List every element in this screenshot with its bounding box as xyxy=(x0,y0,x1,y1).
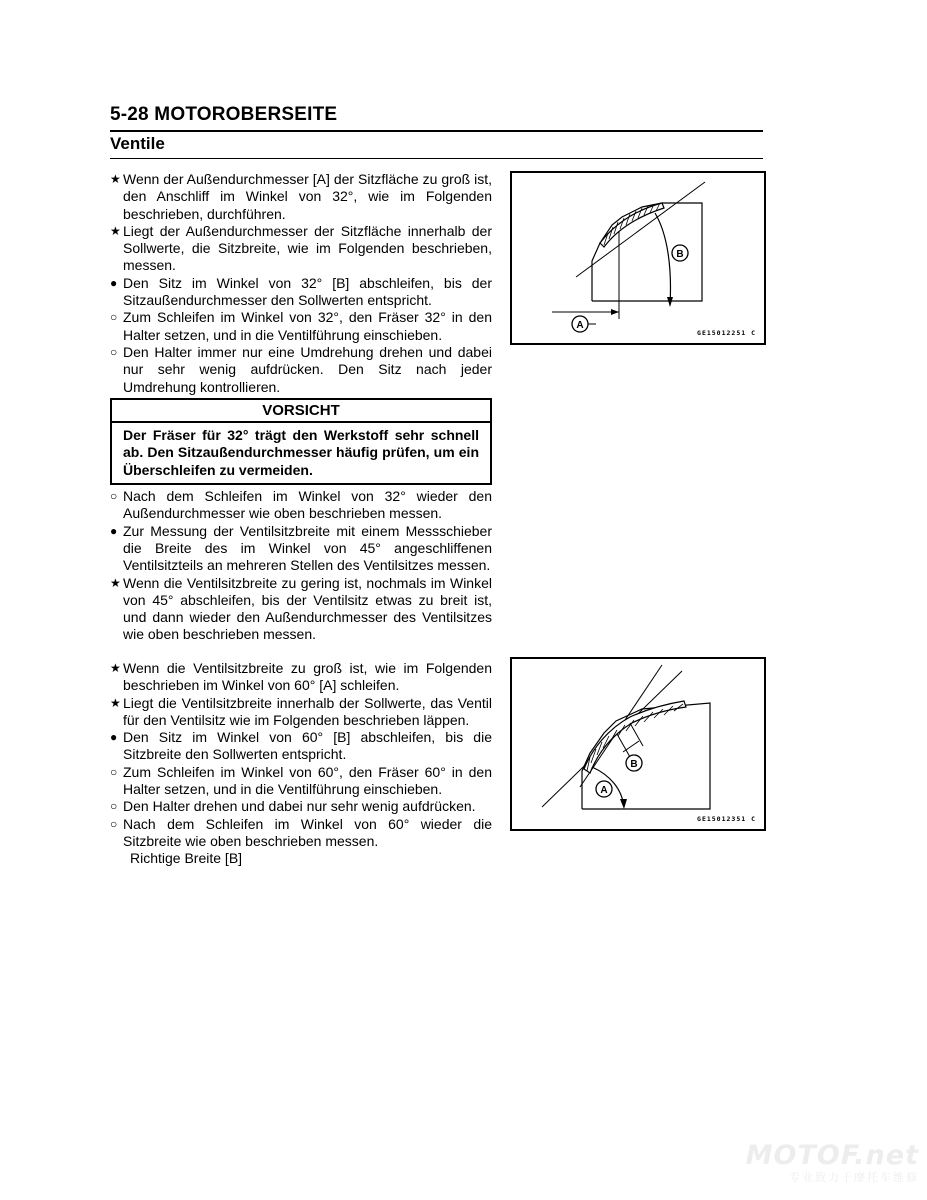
caution-title: VORSICHT xyxy=(112,400,490,423)
watermark-logo xyxy=(746,1140,919,1185)
circle-icon: ○ xyxy=(110,799,118,814)
circle-icon: ○ xyxy=(110,344,118,359)
list-item: ○ Zum Schleifen im Winkel von 32°, den Fräser 32° in den Halter setzen, und in die Ventilführung einschieben. xyxy=(110,309,492,343)
instructions-column-2 xyxy=(110,660,492,868)
section-title: Ventile xyxy=(110,134,165,153)
list-item: ★ Wenn die Ventilsitzbreite zu gering ist, nochmals im Winkel von 45° abschleifen, bis der Ventilsitz etwas zu breit ist, und dann wieder den Außendurchmesser des Ventilsitzes wie oben beschrieben messen. xyxy=(110,574,492,643)
list-item: ★ Wenn der Außendurchmesser [A] der Sitzfläche zu groß ist, den Anschliff im Winkel von 32°, wie im Folgenden beschrieben, durchführen. xyxy=(110,171,492,222)
circle-icon: ○ xyxy=(110,764,118,779)
circle-icon: ○ xyxy=(110,816,118,831)
page-header-title: 5-28 MOTOROBERSEITE xyxy=(110,104,338,125)
star-icon: ★ xyxy=(110,695,121,710)
bullet-icon: ● xyxy=(110,730,118,745)
list-item: ★ Liegt die Ventilsitzbreite innerhalb der Sollwerte, das Ventil für den Ventilsitz wie im Folgenden beschrieben läppen. xyxy=(110,694,492,728)
list-item: ● Den Sitz im Winkel von 32° [B] abschleifen, bis der Sitzaußendurchmesser den Sollwerten entspricht. xyxy=(110,274,492,309)
list-item: ★ Wenn die Ventilsitzbreite zu groß ist, wie im Folgenden beschrieben im Winkel von 60° [A] schleifen. xyxy=(110,660,492,694)
label-a: A xyxy=(600,785,608,796)
watermark-tagline: 专业致力于摩托车维修 xyxy=(789,1171,919,1184)
star-icon: ★ xyxy=(110,223,121,238)
valve-seat-diagram-60 xyxy=(512,659,764,829)
figure-60-degree-seat xyxy=(510,657,766,831)
list-item: ○ Zum Schleifen im Winkel von 60°, den Fräser 60° in den Halter setzen, und in die Ventilführung einschieben. xyxy=(110,763,492,798)
star-icon: ★ xyxy=(110,661,121,675)
correct-width-note: Richtige Breite [B] xyxy=(130,850,243,867)
star-icon: ★ xyxy=(110,575,121,590)
watermark-name: MOTOF.net xyxy=(745,1140,919,1171)
star-icon: ★ xyxy=(110,172,121,186)
label-b: B xyxy=(676,249,684,260)
list-item: ○ Den Halter immer nur eine Umdrehung drehen und dabei nur sehr wenig aufdrücken. Den Sitz nach jeder Umdrehung kontrollieren. xyxy=(110,343,492,395)
list-item: ○ Den Halter drehen und dabei nur sehr wenig aufdrücken. xyxy=(110,798,476,815)
caution-text: Der Fräser für 32° trägt den Werkstoff sehr schnell ab. Den Sitzaußendurchmesser häufig prüfen, um ein Überschleifen zu vermeiden. xyxy=(123,427,479,478)
list-item: ★ Liegt der Außendurchmesser der Sitzfläche innerhalb der Sollwerte, die Sitzbreite, wie im Folgenden beschrieben, messen. xyxy=(110,222,492,274)
list-item: ○ Nach dem Schleifen im Winkel von 32° wieder den Außendurchmesser wie oben beschrieben messen. xyxy=(110,488,492,522)
header-rule xyxy=(110,130,763,132)
bullet-icon: ● xyxy=(110,523,118,538)
instructions-column-1 xyxy=(110,171,492,644)
figure-code: GE15012351 C xyxy=(697,815,756,823)
list-item: ○ Nach dem Schleifen im Winkel von 60° wieder die Sitzbreite wie oben beschrieben messen. xyxy=(110,815,492,849)
figure-32-degree-seat xyxy=(510,171,766,345)
figure-code: GE15012251 C xyxy=(697,329,756,337)
list-item: ● Zur Messung der Ventilsitzbreite mit einem Messschieber die Breite des im Winkel von 45° angeschliffenen Ventilsitzteils an mehreren Stellen des Ventilsitzes messen. xyxy=(110,522,492,574)
section-rule xyxy=(110,158,763,159)
caution-box xyxy=(110,398,492,485)
circle-icon: ○ xyxy=(110,310,118,325)
valve-seat-diagram-32 xyxy=(512,173,764,343)
circle-icon: ○ xyxy=(110,489,118,504)
list-item: ● Den Sitz im Winkel von 60° [B] abschleifen, bis die Sitzbreite den Sollwerten entspricht. xyxy=(110,729,492,763)
label-a: A xyxy=(576,320,584,331)
bullet-icon: ● xyxy=(110,275,118,290)
label-b: B xyxy=(630,759,638,770)
